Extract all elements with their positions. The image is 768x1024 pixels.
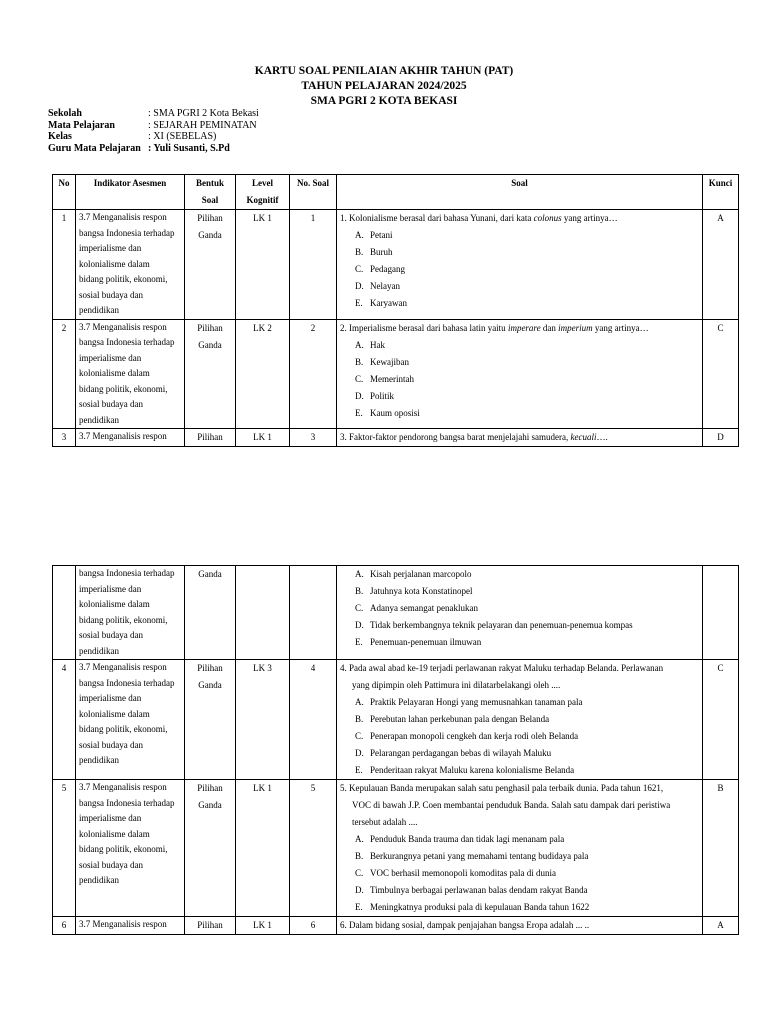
option-text: Adanya semangat penaklukan bbox=[370, 603, 478, 613]
indicator-cell bbox=[76, 429, 185, 447]
option-letter: E. bbox=[355, 407, 363, 418]
answer-key bbox=[703, 566, 739, 660]
question-text-line: yang dipimpin oleh Pattimura ini dilatarbelakangi oleh .... bbox=[352, 680, 561, 690]
indicator-line: imperialisme dan bbox=[79, 583, 142, 594]
italic-term: imperium bbox=[558, 322, 593, 333]
info-row-school bbox=[48, 108, 259, 120]
question-number: 1 bbox=[290, 210, 337, 320]
indicator-line: bangsa Indonesia terhadap bbox=[79, 337, 175, 347]
indicator-line: imperialisme dan bbox=[79, 243, 142, 253]
form-line: Pilihan bbox=[197, 920, 223, 930]
cognitive-level: LK 1 bbox=[236, 917, 290, 935]
form-cell bbox=[185, 210, 236, 320]
option-text: Karyawan bbox=[370, 298, 407, 308]
col-header-indicator: Indikator Asesmen bbox=[76, 175, 185, 210]
question-cell bbox=[337, 917, 703, 935]
form-cell bbox=[185, 660, 236, 780]
option-letter: B. bbox=[355, 851, 364, 861]
indicator-line: kolonialisme dalam bbox=[79, 258, 150, 269]
indicator-line: sosial budaya dan bbox=[79, 289, 143, 300]
indicator-line: sosial budaya dan bbox=[79, 630, 143, 640]
question-text-line: 6. Dalam bidang sosial, dampak penjajahan bangsa Eropa adalah ... .. bbox=[340, 920, 590, 930]
indicator-cell bbox=[76, 566, 185, 660]
academic-year: TAHUN PELAJARAN 2024/2025 bbox=[301, 80, 467, 92]
info-label: Sekolah bbox=[48, 108, 82, 119]
option-letter: A. bbox=[355, 834, 364, 844]
answer-options bbox=[340, 227, 699, 312]
question-text-part: 1. Kolonialisme berasal dari bahasa Yunani, dari kata bbox=[340, 213, 534, 223]
document-title: KARTU SOAL PENILAIAN AKHIR TAHUN (PAT) bbox=[254, 65, 514, 77]
indicator-line: 3.7 Menganalisis respon bbox=[79, 431, 167, 441]
indicator-line: bidang politik, ekonomi, bbox=[79, 614, 168, 625]
option-text: Kaum oposisi bbox=[370, 407, 420, 418]
answer-options bbox=[340, 694, 699, 779]
info-row-subject bbox=[48, 120, 259, 132]
indicator-line: bangsa Indonesia terhadap bbox=[79, 677, 175, 688]
cognitive-level: LK 1 bbox=[236, 429, 290, 447]
option-text: Penemuan-penemuan ilmuwan bbox=[370, 637, 482, 647]
option-letter: D. bbox=[355, 281, 364, 291]
row-number: 6 bbox=[53, 917, 76, 935]
option-letter: E. bbox=[355, 637, 363, 647]
question-text-part: 2. Imperialisme berasal dari bahasa latin yaitu bbox=[340, 322, 508, 333]
info-row-teacher bbox=[48, 143, 259, 155]
option-letter: B. bbox=[355, 586, 364, 596]
indicator-line: kolonialisme dalam bbox=[79, 599, 150, 609]
indicator-line: bidang politik, ekonomi, bbox=[79, 274, 168, 284]
indicator-cell bbox=[76, 319, 185, 429]
option-letter: D. bbox=[355, 390, 364, 401]
option-text: Tidak berkembangnya teknik pelayaran dan penemuan-penemua kompas bbox=[370, 620, 633, 630]
question-text-line: 4. Pada awal abad ke-19 terjadi perlawanan rakyat Maluku terhadap Belanda. Perlawanan bbox=[340, 663, 664, 673]
cognitive-level: LK 3 bbox=[236, 660, 290, 780]
option-letter: A. bbox=[355, 569, 364, 579]
indicator-line: pendidikan bbox=[79, 875, 119, 885]
option-text: Praktik Pelayaran Hongi yang memusnahkan tanaman pala bbox=[370, 697, 583, 707]
option-text: Petani bbox=[370, 230, 393, 240]
question-number bbox=[290, 566, 337, 660]
question-text-line: VOC di bawah J.P. Coen membantai penduduk Banda. Salah satu dampak dari peristiwa bbox=[352, 800, 671, 810]
option-letter: E. bbox=[355, 298, 363, 308]
option-text: Perebutan lahan perkebunan pala dengan Belanda bbox=[370, 714, 550, 724]
indicator-line: bidang politik, ekonomi, bbox=[79, 844, 168, 854]
form-line: Pilihan bbox=[197, 663, 223, 673]
answer-key: C bbox=[703, 319, 739, 429]
option-text: Pedagang bbox=[370, 264, 405, 274]
cognitive-level: LK 1 bbox=[236, 210, 290, 320]
form-cell bbox=[185, 917, 236, 935]
indicator-line: sosial budaya dan bbox=[79, 399, 143, 409]
question-number: 6 bbox=[290, 917, 337, 935]
question-text-part: dan bbox=[540, 322, 559, 333]
question-row bbox=[53, 917, 739, 935]
italic-term: imperare bbox=[507, 322, 541, 333]
question-text-part: yang artinya… bbox=[561, 213, 618, 223]
indicator-line: imperialisme dan bbox=[79, 693, 142, 703]
row-number: 3 bbox=[53, 429, 76, 447]
indicator-line: imperialisme dan bbox=[79, 352, 142, 363]
info-value: : SMA PGRI 2 Kota Bekasi bbox=[148, 108, 259, 119]
info-label: Mata Pelajaran bbox=[48, 119, 115, 131]
option-text: VOC berhasil memonopoli komoditas pala di dunia bbox=[370, 868, 556, 878]
question-row bbox=[53, 210, 739, 320]
indicator-cell bbox=[76, 917, 185, 935]
form-line: Ganda bbox=[198, 339, 222, 350]
question-cell bbox=[337, 429, 703, 447]
indicator-line: bidang politik, ekonomi, bbox=[79, 724, 168, 734]
question-number: 3 bbox=[290, 429, 337, 447]
italic-term: colonus bbox=[533, 213, 562, 223]
question-text-part: …. bbox=[596, 432, 608, 442]
indicator-line: 3.7 Menganalisis respon bbox=[79, 919, 167, 929]
option-text: Politik bbox=[370, 390, 395, 401]
option-letter: B. bbox=[355, 247, 364, 257]
option-text: Nelayan bbox=[370, 281, 400, 291]
answer-option bbox=[355, 831, 699, 848]
option-text: Penderitaan rakyat Maluku karena kolonialisme Belanda bbox=[370, 765, 575, 775]
answer-key: B bbox=[703, 780, 739, 917]
option-letter: E. bbox=[355, 902, 363, 912]
question-text bbox=[340, 917, 699, 934]
question-row bbox=[53, 660, 739, 780]
answer-option bbox=[355, 583, 699, 600]
question-text-line: 5. Kepulauan Banda merupakan salah satu penghasil pala terbaik dunia. Pada tahun 1621, bbox=[340, 783, 664, 793]
option-letter: E. bbox=[355, 765, 363, 775]
indicator-line: 3.7 Menganalisis respon bbox=[79, 782, 167, 792]
form-cell bbox=[185, 429, 236, 447]
answer-option bbox=[355, 261, 699, 278]
info-value: : Yuli Susanti, S.Pd bbox=[148, 142, 230, 154]
question-text bbox=[340, 780, 699, 831]
row-number bbox=[53, 566, 76, 660]
answer-option bbox=[355, 295, 699, 312]
option-letter: D. bbox=[355, 620, 364, 630]
form-line: Pilihan bbox=[197, 432, 223, 442]
answer-option bbox=[355, 762, 699, 779]
form-line: Pilihan bbox=[197, 783, 223, 793]
option-letter: B. bbox=[355, 356, 364, 367]
indicator-line: imperialisme dan bbox=[79, 813, 142, 823]
question-row bbox=[53, 566, 739, 660]
option-text: Pelarangan perdagangan bebas di wilayah Maluku bbox=[370, 748, 552, 758]
answer-option bbox=[355, 745, 699, 762]
question-table-page-1 bbox=[52, 174, 739, 447]
answer-option bbox=[355, 227, 699, 244]
row-number: 5 bbox=[53, 780, 76, 917]
indicator-line: bangsa Indonesia terhadap bbox=[79, 227, 175, 238]
form-cell bbox=[185, 566, 236, 660]
option-text: Timbulnya berbagai perlawanan balas dendam rakyat Banda bbox=[370, 885, 588, 895]
question-row bbox=[53, 429, 739, 447]
info-row-class bbox=[48, 131, 259, 143]
answer-option bbox=[355, 600, 699, 617]
answer-option bbox=[355, 694, 699, 711]
indicator-cell bbox=[76, 660, 185, 780]
answer-options bbox=[340, 831, 699, 916]
info-label: Kelas bbox=[48, 131, 72, 142]
indicator-line: bangsa Indonesia terhadap bbox=[79, 797, 175, 808]
answer-option bbox=[355, 337, 699, 354]
indicator-line: kolonialisme dalam bbox=[79, 368, 150, 378]
answer-option bbox=[355, 634, 699, 651]
answer-option bbox=[355, 848, 699, 865]
indicator-line: 3.7 Menganalisis respon bbox=[79, 662, 167, 672]
cognitive-level bbox=[236, 566, 290, 660]
option-text: Berkurangnya petani yang memahami tentang budidaya pala bbox=[370, 851, 589, 861]
question-cell bbox=[337, 319, 703, 429]
option-text: Meningkatnya produksi pala di kepulauan Banda tahun 1622 bbox=[370, 902, 590, 912]
indicator-line: pendidikan bbox=[79, 755, 119, 765]
row-number: 4 bbox=[53, 660, 76, 780]
col-header-key: Kunci bbox=[703, 175, 739, 210]
indicator-cell bbox=[76, 210, 185, 320]
question-text bbox=[340, 429, 699, 446]
italic-term: kecuali bbox=[570, 432, 597, 442]
form-line: Ganda bbox=[198, 800, 222, 810]
indicator-line: kolonialisme dalam bbox=[79, 708, 150, 719]
row-number: 2 bbox=[53, 319, 76, 429]
option-text: Penerapan monopoli cengkeh dan kerja rodi oleh Belanda bbox=[370, 731, 579, 741]
question-text bbox=[340, 320, 699, 337]
question-text bbox=[340, 660, 699, 694]
answer-key: A bbox=[703, 917, 739, 935]
answer-option bbox=[355, 728, 699, 745]
indicator-line: pendidikan bbox=[79, 414, 119, 425]
indicator-line: pendidikan bbox=[79, 305, 119, 315]
form-cell bbox=[185, 319, 236, 429]
option-letter: C. bbox=[355, 264, 364, 274]
answer-key: D bbox=[703, 429, 739, 447]
col-header-level: Level Kognitif bbox=[236, 175, 290, 210]
school-name-heading: SMA PGRI 2 KOTA BEKASI bbox=[310, 95, 458, 107]
option-letter: C. bbox=[355, 868, 364, 878]
indicator-line: sosial budaya dan bbox=[79, 739, 143, 750]
indicator-line: bidang politik, ekonomi, bbox=[79, 383, 168, 394]
question-row bbox=[53, 319, 739, 429]
option-text: Jatuhnya kota Konstatinopel bbox=[370, 586, 473, 596]
option-letter: A. bbox=[355, 697, 364, 707]
answer-option bbox=[355, 244, 699, 261]
answer-option bbox=[355, 278, 699, 295]
answer-option bbox=[355, 405, 699, 422]
indicator-line: kolonialisme dalam bbox=[79, 828, 150, 839]
info-label: Guru Mata Pelajaran bbox=[48, 142, 141, 154]
form-cell bbox=[185, 780, 236, 917]
question-cell bbox=[337, 566, 703, 660]
option-letter: D. bbox=[355, 885, 364, 895]
col-header-no: No bbox=[53, 175, 76, 210]
question-cell bbox=[337, 660, 703, 780]
indicator-line: pendidikan bbox=[79, 645, 119, 656]
option-letter: D. bbox=[355, 748, 364, 758]
option-letter: A. bbox=[355, 230, 364, 240]
form-line: Pilihan bbox=[197, 213, 223, 223]
cognitive-level: LK 2 bbox=[236, 319, 290, 429]
answer-key: C bbox=[703, 660, 739, 780]
question-number: 2 bbox=[290, 319, 337, 429]
option-text: Hak bbox=[370, 339, 385, 350]
indicator-line: sosial budaya dan bbox=[79, 859, 143, 870]
option-letter: B. bbox=[355, 714, 364, 724]
cognitive-level: LK 1 bbox=[236, 780, 290, 917]
form-line: Ganda bbox=[198, 230, 222, 240]
answer-options bbox=[340, 566, 699, 651]
option-text: Penduduk Banda trauma dan tidak lagi menanam pala bbox=[370, 834, 565, 844]
col-header-question-no: No. Soal bbox=[290, 175, 337, 210]
option-letter: C. bbox=[355, 603, 364, 613]
option-text: Memerintah bbox=[370, 373, 414, 384]
row-number: 1 bbox=[53, 210, 76, 320]
answer-key: A bbox=[703, 210, 739, 320]
form-line: Ganda bbox=[198, 569, 222, 579]
answer-option bbox=[355, 388, 699, 405]
option-letter: C. bbox=[355, 373, 364, 384]
exam-info bbox=[48, 108, 259, 154]
question-cell bbox=[337, 780, 703, 917]
question-text-part: yang artinya… bbox=[592, 322, 649, 333]
answer-option bbox=[355, 617, 699, 634]
question-number: 4 bbox=[290, 660, 337, 780]
answer-option bbox=[355, 566, 699, 583]
answer-options bbox=[340, 337, 699, 422]
indicator-line: bangsa Indonesia terhadap bbox=[79, 568, 175, 578]
answer-option bbox=[355, 882, 699, 899]
answer-option bbox=[355, 865, 699, 882]
answer-option bbox=[355, 354, 699, 371]
info-value: : SEJARAH PEMINATAN bbox=[148, 119, 257, 131]
question-text-line: tersebut adalah .... bbox=[352, 817, 418, 827]
col-header-question: Soal bbox=[337, 175, 703, 210]
option-text: Kewajiban bbox=[370, 356, 409, 367]
form-line: Pilihan bbox=[197, 322, 223, 333]
form-line: Ganda bbox=[198, 680, 222, 690]
question-number: 5 bbox=[290, 780, 337, 917]
table-header-row bbox=[53, 175, 739, 210]
answer-option bbox=[355, 899, 699, 916]
question-row bbox=[53, 780, 739, 917]
info-value: : XI (SEBELAS) bbox=[148, 131, 217, 142]
option-text: Buruh bbox=[370, 247, 393, 257]
indicator-cell bbox=[76, 780, 185, 917]
answer-option bbox=[355, 371, 699, 388]
option-letter: A. bbox=[355, 339, 364, 350]
col-header-form: Bentuk Soal bbox=[185, 175, 236, 210]
question-text bbox=[340, 210, 699, 227]
question-cell bbox=[337, 210, 703, 320]
indicator-line: 3.7 Menganalisis respon bbox=[79, 212, 167, 222]
question-table-page-2 bbox=[52, 565, 739, 935]
option-letter: C. bbox=[355, 731, 364, 741]
option-text: Kisah perjalanan marcopolo bbox=[370, 569, 472, 579]
answer-option bbox=[355, 711, 699, 728]
indicator-line: 3.7 Menganalisis respon bbox=[79, 321, 167, 332]
question-text-part: 3. Faktor-faktor pendorong bangsa barat menjelajahi samudera, bbox=[340, 432, 571, 442]
